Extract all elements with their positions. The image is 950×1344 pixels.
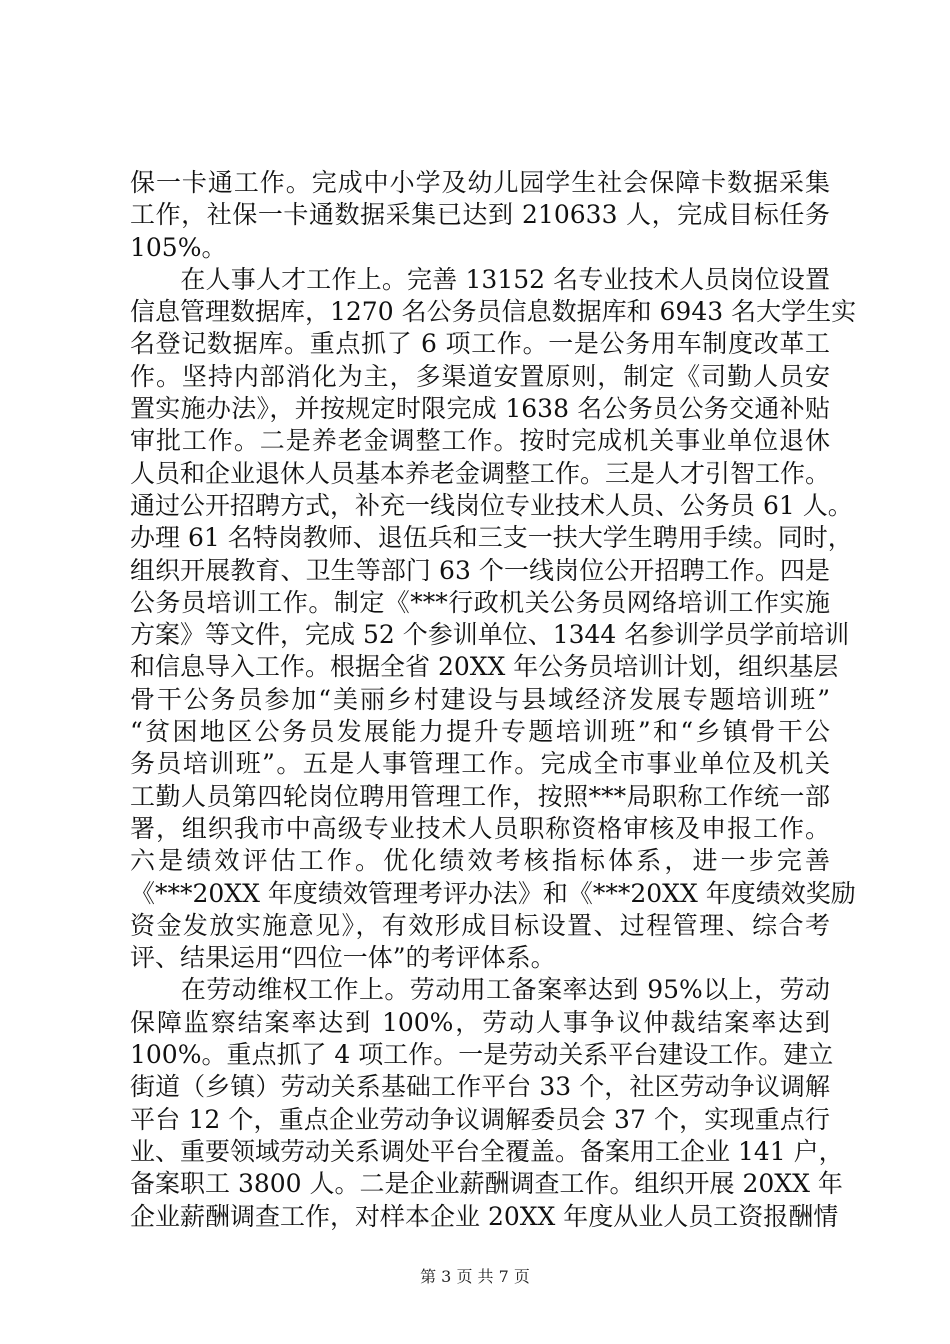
text-line: 资金发放实施意见》，有效形成目标设置、过程管理、综合考 <box>130 910 830 940</box>
text-line: 评、结果运用“四位一体”的考评体系。 <box>130 943 556 973</box>
text-line: 工勤人员第四轮岗位聘用管理工作，按照***局职称工作统一部 <box>130 781 830 811</box>
text-line: 名登记数据库。重点抓了 6 项工作。一是公务用车制度改革工 <box>130 329 830 359</box>
text-line: 《***20XX 年度绩效管理考评办法》和《***20XX 年度绩效奖励 <box>130 878 856 908</box>
text-line: 信息管理数据库，1270 名公务员信息数据库和 6943 名大学生实 <box>130 297 857 327</box>
page-footer: 第 3 页 共 7 页 <box>420 1267 530 1286</box>
text-line: 审批工作。二是养老金调整工作。按时完成机关事业单位退休 <box>130 426 830 456</box>
text-line: 办理 61 名特岗教师、退伍兵和三支一扶大学生聘用手续。同时， <box>130 523 853 553</box>
text-line: 署，组织我市中高级专业技术人员职称资格审核及申报工作。 <box>130 813 830 843</box>
text-line: 作。坚持内部消化为主，多渠道安置原则，制定《司勤人员安 <box>130 361 830 391</box>
text-line: 方案》等文件，完成 52 个参训单位、1344 名参训学员学前培训 <box>130 620 850 650</box>
text-line: 通过公开招聘方式，补充一线岗位专业技术人员、公务员 61 人。 <box>130 490 853 520</box>
text-line: 100%。重点抓了 4 项工作。一是劳动关系平台建设工作。建立 <box>130 1040 834 1070</box>
text-line: 105%。 <box>130 232 227 262</box>
text-line: 备案职工 3800 人。二是企业薪酬调查工作。组织开展 20XX 年 <box>130 1169 843 1199</box>
text-line: 街道（乡镇）劳动关系基础工作平台 33 个，社区劳动争议调解 <box>130 1072 830 1102</box>
text-line: 在人事人才工作上。完善 13152 名专业技术人员岗位设置 <box>130 264 830 294</box>
text-line: 企业薪酬调查工作，对样本企业 20XX 年度从业人员工资报酬情 <box>130 1201 839 1231</box>
text-line: 组织开展教育、卫生等部门 63 个一线岗位公开招聘工作。四是 <box>130 555 830 585</box>
text-line: 公务员培训工作。制定《***行政机关公务员网络培训工作实施 <box>130 587 830 617</box>
text-line: “贫困地区公务员发展能力提升专题培训班”和“乡镇骨干公 <box>130 717 830 747</box>
text-line: 务员培训班”。五是人事管理工作。完成全市事业单位及机关 <box>130 749 830 779</box>
text-line: 骨干公务员参加“美丽乡村建设与县域经济发展专题培训班” <box>130 684 830 714</box>
text-line: 平台 12 个，重点企业劳动争议调解委员会 37 个，实现重点行 <box>130 1104 830 1134</box>
text-line: 在劳动维权工作上。劳动用工备案率达到 95%以上，劳动 <box>130 975 830 1005</box>
text-line: 六是绩效评估工作。优化绩效考核指标体系，进一步完善 <box>130 846 830 876</box>
text-line: 保障监察结案率达到 100%，劳动人事争议仲裁结案率达到 <box>130 1007 830 1037</box>
text-line: 置实施办法》，并按规定时限完成 1638 名公务员公务交通补贴 <box>130 394 830 424</box>
text-line: 保一卡通工作。完成中小学及幼儿园学生社会保障卡数据采集 <box>130 168 830 197</box>
text-line: 和信息导入工作。根据全省 20XX 年公务员培训计划，组织基层 <box>130 652 839 682</box>
text-line: 业、重要领域劳动关系调处平台全覆盖。备案用工企业 141 户， <box>130 1136 844 1166</box>
text-line: 人员和企业退休人员基本养老金调整工作。三是人才引智工作。 <box>130 458 831 488</box>
text-line: 工作，社保一卡通数据采集已达到 210633 人，完成目标任务 <box>130 200 830 230</box>
body-text <box>130 167 857 1233</box>
